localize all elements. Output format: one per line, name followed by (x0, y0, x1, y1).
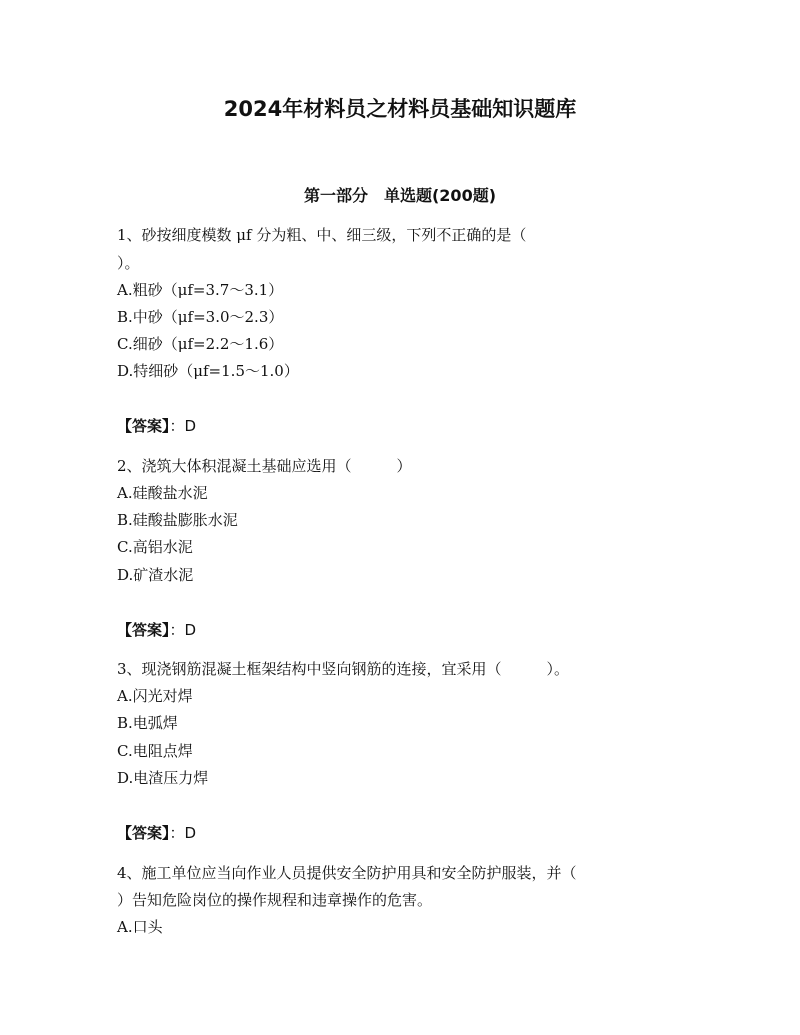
question-stem-line: 3、现浇钢筋混凝土框架结构中竖向钢筋的连接，宜采用（ ）。 (117, 660, 570, 678)
answer-label: 【答案】 (117, 621, 170, 639)
question-stem-line: 4、施工单位应当向作业人员提供安全防护用具和安全防护服装，并（ (117, 864, 577, 882)
question-stem-line: 1、砂按细度模数 μf 分为粗、中、细三级，下列不正确的是（ (117, 226, 527, 244)
option-d: D.电渣压力焊 (117, 769, 209, 787)
document-title: 2024年材料员之材料员基础知识题库 (223, 97, 577, 121)
option-a: A.粗砂（μf=3.7～3.1） (117, 281, 284, 299)
answer-label: 【答案】 (117, 824, 170, 842)
option-d: D.特细砂（μf=1.5～1.0） (117, 362, 299, 380)
answer-label: 【答案】 (117, 417, 170, 435)
answer-line (117, 821, 196, 845)
option-c: C.高铝水泥 (117, 538, 193, 556)
option-d: D.矿渣水泥 (117, 566, 194, 584)
question-stem-line: ）告知危险岗位的操作规程和违章操作的危害。 (117, 891, 433, 909)
option-c: C.细砂（μf=2.2～1.6） (117, 335, 284, 353)
section-title: 第一部分 单选题(200题) (303, 186, 497, 205)
option-b: B.中砂（μf=3.0～2.3） (117, 308, 284, 326)
question-stem-line: ）。 (117, 254, 140, 272)
option-a: A.口头 (117, 918, 163, 936)
answer-value: ：D (169, 621, 197, 639)
question-stem-line: 2、浇筑大体积混凝土基础应选用（ ） (117, 457, 412, 475)
answer-value: ：D (169, 417, 197, 435)
answer-value: ：D (169, 824, 197, 842)
answer-line (117, 618, 196, 642)
option-a: A.硅酸盐水泥 (117, 484, 208, 502)
option-b: B.硅酸盐膨胀水泥 (117, 511, 238, 529)
option-b: B.电弧焊 (117, 714, 178, 732)
option-a: A.闪光对焊 (117, 687, 193, 705)
answer-line (117, 414, 196, 438)
option-c: C.电阻点焊 (117, 742, 193, 760)
